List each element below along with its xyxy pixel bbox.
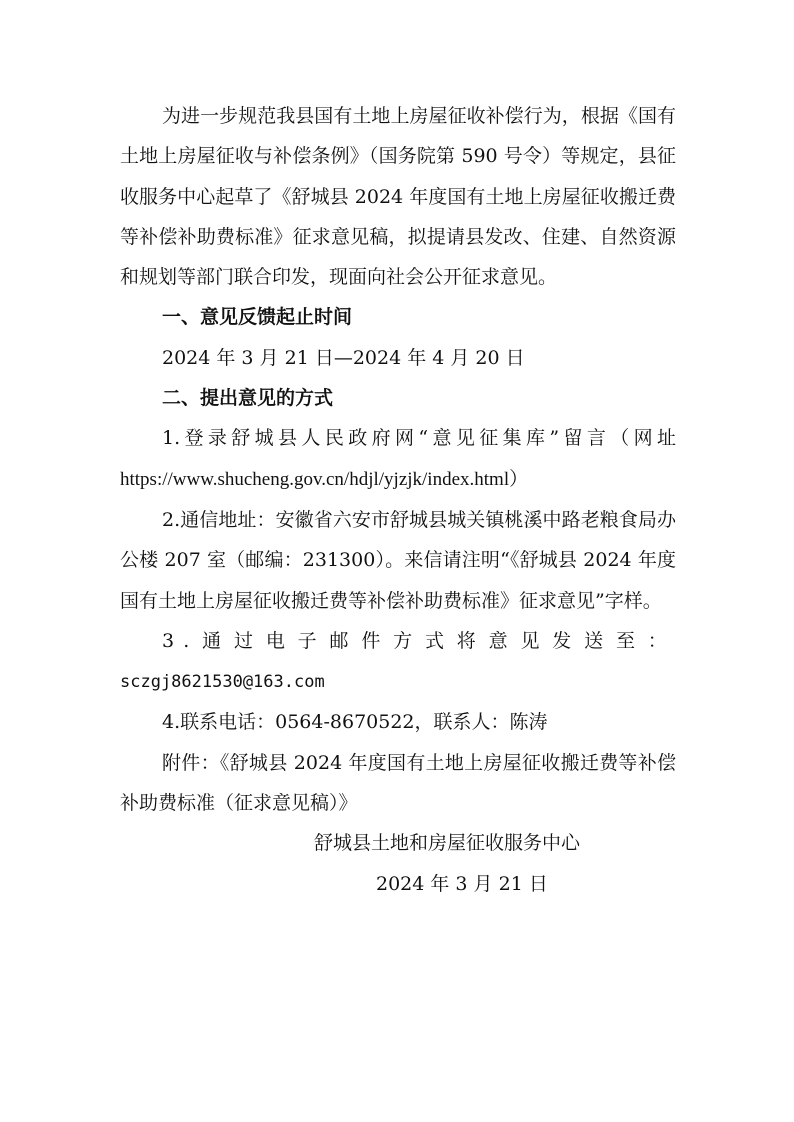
signature-organization: 舒城县土地和房屋征收服务中心 [314, 832, 581, 855]
method-item-3 [120, 621, 676, 703]
method-item-3-label: 3.通过电子邮件方式将意见发送至： [162, 629, 676, 652]
method-item-4: 4.联系电话：0564-8670522，联系人：陈涛 [162, 711, 548, 734]
document-body [120, 96, 676, 904]
feedback-period: 2024 年 3 月 21 日—2024 年 4 月 20 日 [162, 346, 525, 369]
section-2-heading: 二、提出意见的方式 [162, 387, 334, 410]
website-link[interactable]: https://www.shucheng.gov.cn/hdjl/yjzjk/index.html [120, 468, 510, 490]
section-1-heading: 一、意见反馈起止时间 [162, 306, 353, 329]
method-item-1-suffix: ） [509, 467, 529, 490]
intro-paragraph: 为进一步规范我县国有土地上房屋征收补偿行为，根据《国有土地上房屋征收与补偿条例》（国务院第 590 号令）等规定，县征收服务中心起草了《舒城县 2024 年度国有土地上房屋征收搬迁费等补偿补助费标准》征求意见稿，拟提请县发改、住建、自然资源和规划等部门联合印发，现面向社会公开征求意见。 [120, 105, 676, 289]
email-address[interactable]: sczgj8621530@163.com [120, 672, 325, 693]
attachment-note: 附件：《舒城县 2024 年度国有土地上房屋征收搬迁费等补偿补助费标准（征求意见稿）》 [120, 751, 676, 815]
signature-date: 2024 年 3 月 21 日 [376, 872, 548, 895]
method-item-1 [120, 418, 676, 500]
method-item-1-text: 1.登录舒城县人民政府网“意见征集库”留言（网址 [162, 427, 676, 450]
method-item-2: 2.通信地址：安徽省六安市舒城县城关镇桃溪中路老粮食局办公楼 207 室（邮编：231300）。来信请注明“《舒城县 2024 年度国有土地上房屋征收搬迁费等补偿补助费标准》征求意见”字样。 [120, 508, 676, 612]
